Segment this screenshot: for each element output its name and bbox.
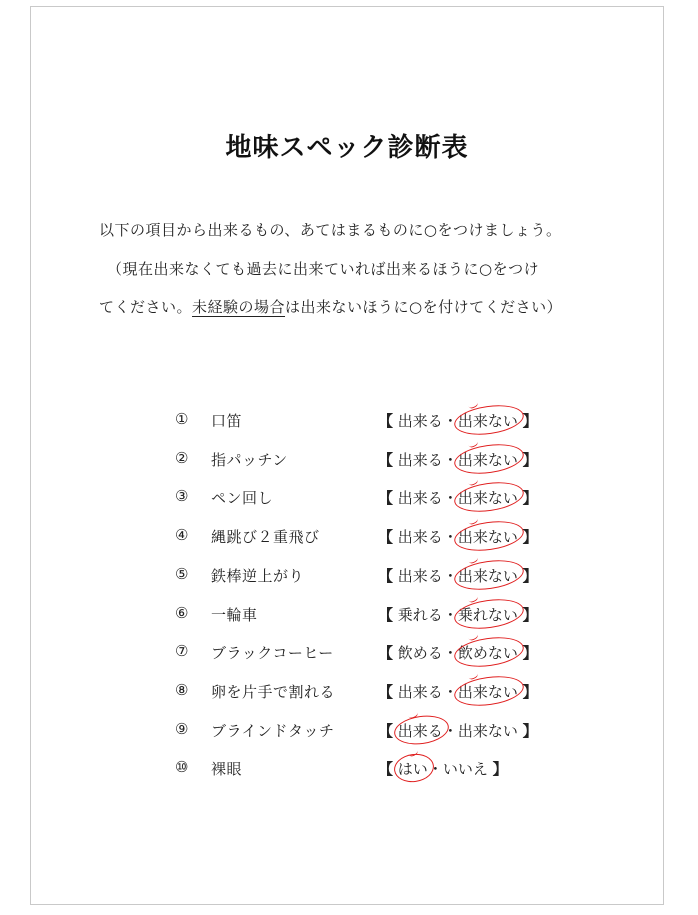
hand-drawn-circle bbox=[452, 556, 525, 593]
option-separator: ・ bbox=[442, 450, 458, 469]
intro-line-1: 以下の項目から出来るもの、あてはまるものに○をつけましょう。 bbox=[99, 221, 562, 239]
item-number: ⑦ bbox=[175, 642, 189, 661]
intro-line-2: （現在出来なくても過去に出来ていれば出来るほうに○をつけ bbox=[107, 260, 540, 278]
checklist-row bbox=[31, 410, 663, 440]
intro-underlined-phrase: 未経験の場合 bbox=[192, 298, 286, 316]
option-negative[interactable]: 出来ない bbox=[458, 526, 518, 547]
item-number: ④ bbox=[175, 526, 189, 545]
option-positive[interactable]: 出来る bbox=[397, 566, 443, 585]
item-number: ② bbox=[175, 448, 189, 467]
hand-drawn-circle bbox=[452, 595, 525, 632]
option-negative[interactable]: 出来ない bbox=[457, 721, 518, 740]
item-label: 縄跳び２重飛び bbox=[211, 528, 320, 547]
bracket-open: 【 bbox=[378, 566, 394, 585]
answer-options bbox=[378, 449, 538, 470]
option-negative[interactable]: 出来ない bbox=[458, 449, 518, 470]
circle-stroke-tail bbox=[467, 399, 479, 410]
checklist bbox=[31, 7, 663, 904]
option-negative[interactable]: いいえ bbox=[442, 760, 488, 779]
bracket-close: 】 bbox=[522, 489, 538, 508]
item-label: 卵を片手で割れる bbox=[211, 682, 336, 701]
option-positive[interactable]: 出来る bbox=[398, 720, 443, 741]
checklist-row bbox=[31, 681, 663, 711]
option-separator: ・ bbox=[442, 605, 458, 624]
bracket-open: 【 bbox=[378, 682, 394, 701]
bracket-open: 【 bbox=[378, 605, 394, 624]
page-title: 地味スペック診断表 bbox=[225, 133, 469, 163]
intro-line-3-pre: てください。 bbox=[99, 298, 193, 316]
bracket-open: 【 bbox=[378, 528, 394, 547]
bracket-close: 】 bbox=[522, 721, 538, 740]
item-label: 口笛 bbox=[211, 412, 243, 430]
answer-options bbox=[378, 720, 538, 741]
hand-drawn-circle bbox=[452, 633, 525, 670]
hand-drawn-circle bbox=[452, 672, 525, 709]
bracket-open: 【 bbox=[378, 644, 394, 663]
answer-options bbox=[378, 526, 538, 547]
checklist-row bbox=[31, 487, 663, 517]
item-number: ⑥ bbox=[175, 603, 189, 622]
option-separator: ・ bbox=[442, 682, 458, 701]
hand-drawn-circle bbox=[452, 479, 525, 516]
item-label: 鉄棒逆上がり bbox=[211, 566, 305, 585]
bracket-close: 】 bbox=[522, 528, 538, 547]
item-label: 指パッチン bbox=[211, 450, 288, 469]
checklist-row bbox=[31, 758, 663, 788]
option-separator: ・ bbox=[442, 566, 458, 585]
option-negative[interactable]: 乗れない bbox=[458, 604, 518, 625]
answer-options bbox=[378, 604, 538, 625]
option-separator: ・ bbox=[442, 644, 458, 663]
option-separator: ・ bbox=[442, 528, 458, 547]
option-negative[interactable]: 出来ない bbox=[458, 410, 518, 431]
option-separator: ・ bbox=[427, 760, 443, 779]
option-negative[interactable]: 飲めない bbox=[458, 642, 518, 663]
option-positive[interactable]: 乗れる bbox=[397, 605, 443, 624]
option-separator: ・ bbox=[442, 721, 458, 740]
hand-drawn-circle bbox=[392, 712, 450, 747]
option-positive[interactable]: 出来る bbox=[397, 412, 443, 430]
answer-options bbox=[378, 758, 508, 779]
option-negative[interactable]: 出来ない bbox=[458, 565, 518, 586]
answer-options bbox=[378, 410, 538, 431]
item-number: ⑨ bbox=[175, 719, 189, 738]
document-page bbox=[30, 6, 664, 905]
item-number: ③ bbox=[175, 487, 189, 506]
intro-line-3-post: は出来ないほうに○を付けてください） bbox=[285, 298, 563, 316]
hand-drawn-circle bbox=[452, 517, 525, 554]
answer-options bbox=[378, 681, 538, 702]
item-label: ブラックコーヒー bbox=[211, 644, 334, 663]
option-positive[interactable]: はい bbox=[398, 758, 428, 779]
bracket-close: 】 bbox=[522, 644, 538, 663]
checklist-row bbox=[31, 720, 663, 750]
checklist-row bbox=[31, 565, 663, 595]
checklist-row bbox=[31, 449, 663, 479]
checklist-row bbox=[31, 526, 663, 556]
bracket-close: 】 bbox=[522, 682, 538, 701]
bracket-open: 【 bbox=[378, 760, 394, 779]
item-label: ブラインドタッチ bbox=[211, 721, 335, 740]
item-number: ⑩ bbox=[175, 758, 189, 777]
hand-drawn-circle bbox=[452, 401, 525, 438]
option-positive[interactable]: 出来る bbox=[397, 528, 443, 547]
option-negative[interactable]: 出来ない bbox=[458, 681, 518, 702]
bracket-close: 】 bbox=[522, 412, 538, 430]
bracket-open: 【 bbox=[378, 721, 394, 740]
option-positive[interactable]: 飲める bbox=[397, 644, 443, 663]
item-label: 一輪車 bbox=[211, 605, 258, 624]
option-separator: ・ bbox=[442, 412, 458, 430]
bracket-open: 【 bbox=[378, 450, 394, 469]
answer-options bbox=[378, 642, 538, 663]
item-number: ⑤ bbox=[175, 564, 189, 583]
option-positive[interactable]: 出来る bbox=[397, 450, 443, 469]
hand-drawn-circle bbox=[452, 440, 525, 477]
option-positive[interactable]: 出来る bbox=[397, 489, 443, 508]
checklist-row bbox=[31, 642, 663, 672]
option-positive[interactable]: 出来る bbox=[397, 682, 443, 701]
item-label: 裸眼 bbox=[211, 760, 243, 779]
bracket-close: 】 bbox=[492, 760, 508, 779]
item-number: ① bbox=[175, 410, 189, 428]
option-negative[interactable]: 出来ない bbox=[458, 487, 518, 508]
item-number: ⑧ bbox=[175, 680, 189, 699]
bracket-close: 】 bbox=[522, 605, 538, 624]
option-separator: ・ bbox=[442, 489, 458, 508]
bracket-open: 【 bbox=[378, 412, 394, 430]
bracket-open: 【 bbox=[378, 489, 394, 508]
checklist-row bbox=[31, 604, 663, 634]
answer-options bbox=[378, 565, 538, 586]
answer-options bbox=[378, 487, 538, 508]
bracket-close: 】 bbox=[522, 566, 538, 585]
item-label: ペン回し bbox=[211, 489, 274, 508]
bracket-close: 】 bbox=[522, 450, 538, 469]
